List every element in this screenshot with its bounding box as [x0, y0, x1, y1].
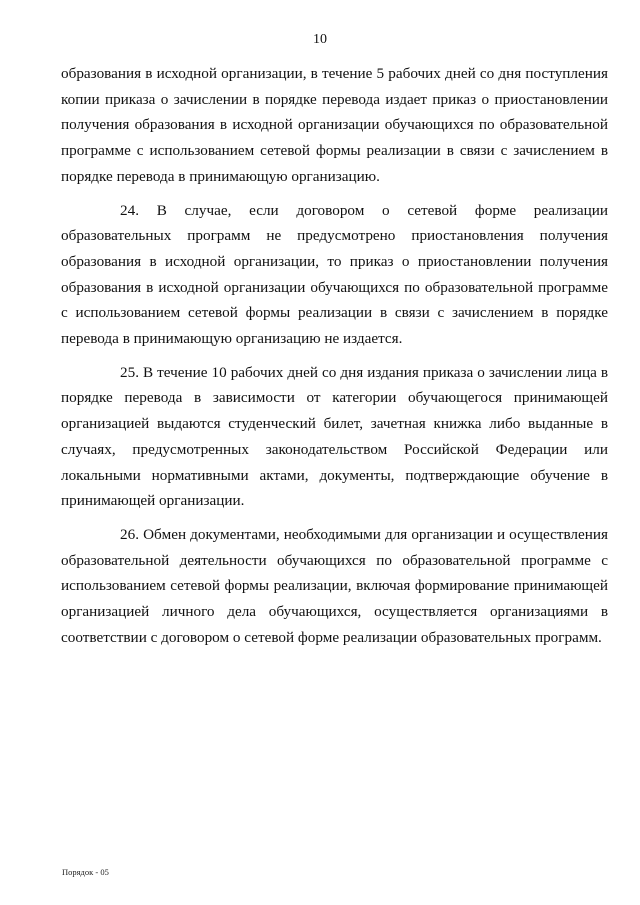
document-body: [61, 61, 608, 650]
paragraph-25: 25. В течение 10 рабочих дней со дня издания приказа о зачислении лица в порядке перевода в зависимости от категории обучающегося принимающей организацией выдаются студенческий билет, зачетная книжка либо выданные в случаях, предусмотренных законодательством Российской Федерации или локальными нормативными актами, документы, подтверждающие обучение в принимающей организации.: [61, 363, 608, 510]
footer-label: Порядок - 05: [62, 867, 109, 877]
paragraph-continuation: образования в исходной организации, в течение 5 рабочих дней со дня поступления копии приказа о зачислении в порядке перевода издает приказ о приостановлении получения образования в исходной организации обучающихся по образовательной программе с использованием сетевой формы реализации в связи с зачислением в порядке перевода в принимающую организацию.: [61, 65, 608, 185]
paragraph-24: 24. В случае, если договором о сетевой форме реализации образовательных программ не предусмотрено приостановления получения образования в исходной организации, то приказ о приостановлении получения образования в исходной организации обучающихся по образовательной программе с использованием сетевой формы реализации в связи с зачислением в порядке перевода в принимающую организацию не издается.: [61, 201, 608, 348]
paragraph-26: 26. Обмен документами, необходимыми для организации и осуществления образовательной деятельности обучающихся по образовательной программе с использованием сетевой формы реализации, включая формирование принимающей организацией личного дела обучающихся, осуществляется организациями в соответствии с договором о сетевой форме реализации образовательных программ.: [61, 525, 608, 646]
page-number: 10: [313, 32, 327, 47]
